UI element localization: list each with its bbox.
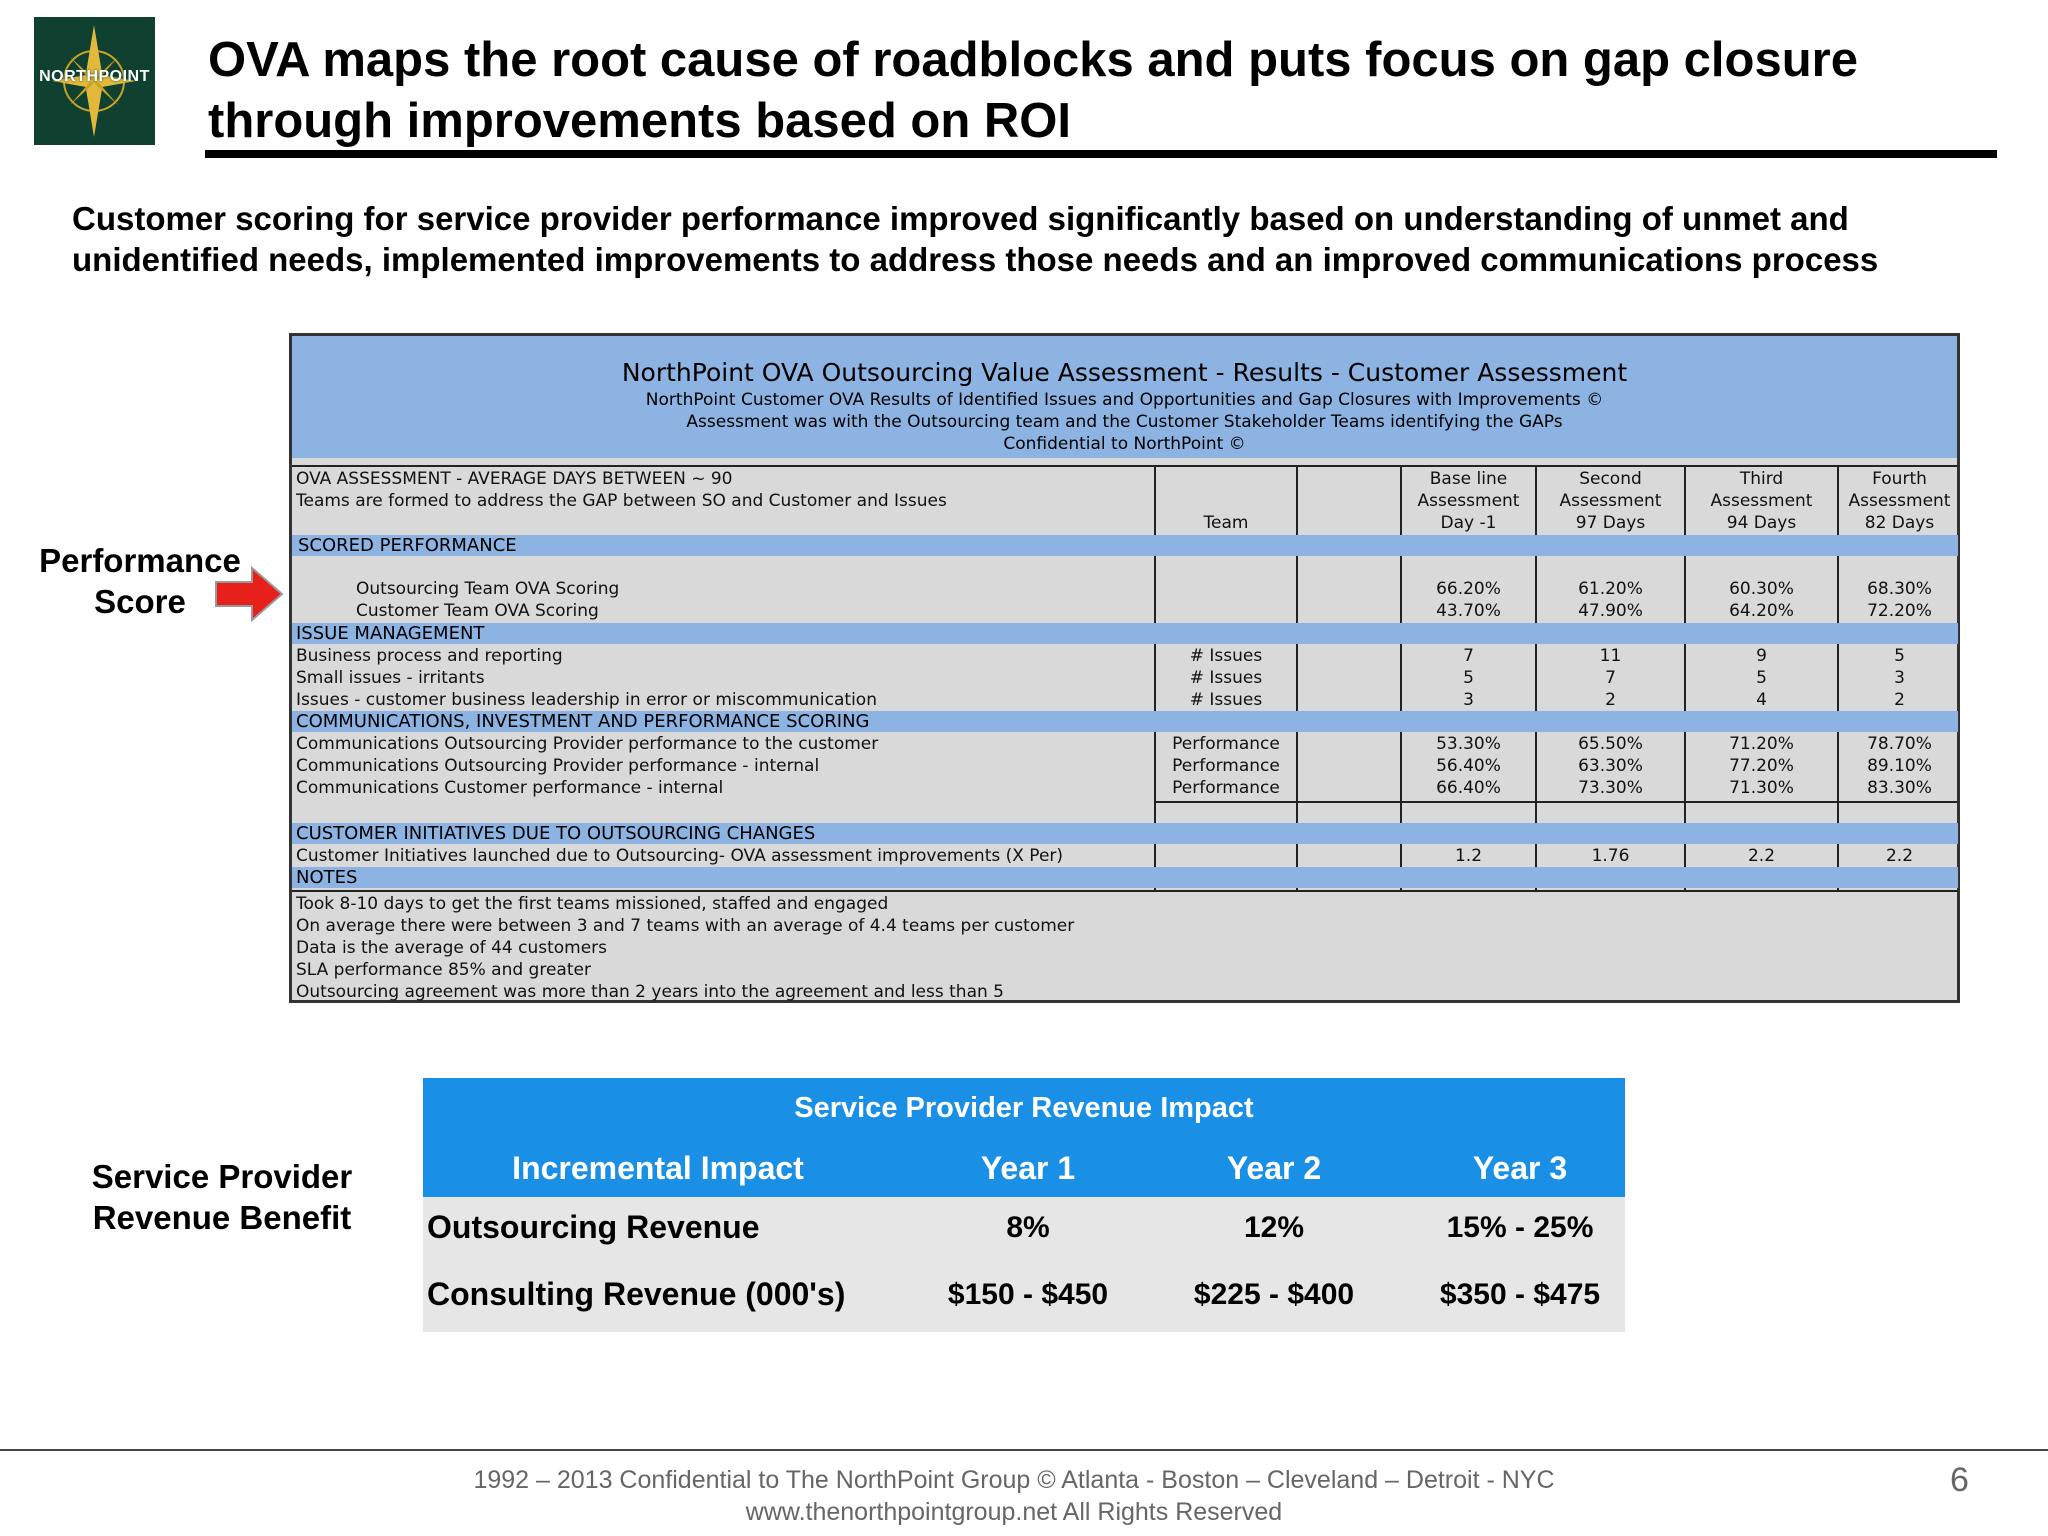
cell-value: 72.20% (1867, 601, 1932, 621)
cell-value: 61.20% (1578, 579, 1643, 599)
row-label: Business process and reporting (296, 646, 563, 666)
row-label: Outsourcing Revenue (427, 1209, 760, 1245)
footer-copyright: 1992 – 2013 Confidential to The NorthPoint Group © Atlanta - Boston – Cleveland – Detroit - NYC (473, 1466, 1555, 1494)
column-header: Fourth (1872, 469, 1927, 489)
cell-value: 3 (1894, 668, 1905, 688)
revenue-table-header (423, 1078, 1625, 1197)
team-cell: Performance (1172, 734, 1280, 754)
note-line: On average there were between 3 and 7 teams with an average of 4.4 teams per customer (296, 916, 1075, 936)
cell-value: 43.70% (1436, 601, 1501, 621)
cell-value: 15% - 25% (1446, 1211, 1594, 1244)
assessment-title: NorthPoint OVA Outsourcing Value Assessment - Results - Customer Assessment (621, 358, 1628, 387)
divider (292, 465, 1958, 467)
column-header: Year 1 (980, 1150, 1076, 1186)
cell-value: 7 (1463, 646, 1474, 666)
cell-value: 9 (1756, 646, 1767, 666)
team-cell: Performance (1172, 756, 1280, 776)
cell-value: 11 (1599, 646, 1622, 666)
note-line: Outsourcing agreement was more than 2 years into the agreement and less than 5 (296, 982, 1004, 1002)
cell-value: 53.30% (1436, 734, 1501, 754)
column-header: Second (1579, 469, 1642, 489)
cell-value: $150 - $450 (947, 1278, 1109, 1311)
cell-value: 83.30% (1867, 778, 1932, 798)
cell-value: 60.30% (1729, 579, 1794, 599)
cell-value: 2.2 (1885, 846, 1914, 866)
column-header: Year 2 (1226, 1150, 1322, 1186)
cell-value: 64.20% (1729, 601, 1794, 621)
cell-value: 5 (1756, 668, 1767, 688)
section-title: COMMUNICATIONS, INVESTMENT AND PERFORMANCE SCORING (296, 711, 870, 732)
cell-value: 4 (1756, 690, 1767, 710)
team-cell: # Issues (1189, 668, 1263, 688)
section-title: ISSUE MANAGEMENT (296, 623, 485, 644)
assessment-subtitle-line: NorthPoint Customer OVA Results of Identified Issues and Opportunities and Gap Closures with Improvements © (645, 390, 1604, 410)
cell-value: 68.30% (1867, 579, 1932, 599)
cell-value: $350 - $475 (1439, 1278, 1601, 1311)
page-subtitle: Customer scoring for service provider performance improved significantly based on understanding of unmet and unidentified needs, implemented improvements to address those needs and an improved communications process (72, 200, 1879, 278)
team-cell: Performance (1172, 778, 1280, 798)
cell-value: 1.2 (1454, 846, 1483, 866)
cell-value: 12% (1243, 1211, 1305, 1244)
assessment-table (289, 333, 1960, 1003)
intro-line: Teams are formed to address the GAP between SO and Customer and Issues (296, 491, 947, 511)
assessment-subtitle (292, 389, 1957, 455)
assessment-subtitle-line: Assessment was with the Outsourcing team and the Customer Stakeholder Teams identifying the GAPs (686, 412, 1563, 432)
row-label: Issues - customer business leadership in error or miscommunication (296, 690, 877, 710)
column-header: Base line (1429, 469, 1508, 489)
cell-value: 71.20% (1729, 734, 1794, 754)
cell-value: 8% (1006, 1211, 1050, 1244)
row-label: Small issues - irritants (296, 668, 485, 688)
column-header: Assessment (1848, 491, 1951, 511)
page-number: 6 (1950, 1461, 1969, 1499)
assessment-header (292, 336, 1957, 458)
section-title: NOTES (296, 867, 358, 888)
note-line: SLA performance 85% and greater (296, 960, 591, 980)
cell-value: 5 (1463, 668, 1474, 688)
cell-value: 3 (1463, 690, 1474, 710)
section-band (292, 623, 1958, 644)
row-label: Communications Outsourcing Provider performance to the customer (296, 734, 879, 754)
cell-value: 2 (1894, 690, 1905, 710)
section-band (292, 867, 1958, 888)
cell-value: 66.20% (1436, 579, 1501, 599)
divider (1154, 801, 1958, 803)
note-line: Data is the average of 44 customers (296, 938, 608, 958)
cell-value: 66.40% (1436, 778, 1501, 798)
column-header: Day -1 (1440, 513, 1497, 533)
column-header: Incremental Impact (512, 1150, 804, 1186)
cell-value: 5 (1894, 646, 1905, 666)
right-arrow-icon (214, 566, 284, 622)
column-header: Year 3 (1472, 1150, 1568, 1186)
section-title: SCORED PERFORMANCE (298, 535, 517, 556)
column-header: Assessment (1417, 491, 1520, 511)
team-column-header: Team (1203, 513, 1249, 533)
cell-value: 71.30% (1729, 778, 1794, 798)
cell-value: 65.50% (1578, 734, 1643, 754)
column-header: 97 Days (1575, 513, 1646, 533)
revenue-table-caption: Service Provider Revenue Impact (794, 1092, 1254, 1124)
row-label: Communications Customer performance - internal (296, 778, 724, 798)
column-header: Assessment (1710, 491, 1813, 511)
section-band (292, 535, 1958, 556)
cell-value: $225 - $400 (1193, 1278, 1355, 1311)
column-header: 82 Days (1864, 513, 1935, 533)
team-cell: # Issues (1189, 690, 1263, 710)
footer-website: www.thenorthpointgroup.net All Rights Reserved (745, 1498, 1283, 1526)
title-underline (205, 150, 1997, 158)
team-cell: # Issues (1189, 646, 1263, 666)
cell-value: 73.30% (1578, 778, 1643, 798)
cell-value: 47.90% (1578, 601, 1643, 621)
footer-divider (0, 1449, 2048, 1451)
cell-value: 89.10% (1867, 756, 1932, 776)
revenue-impact-table (423, 1078, 1625, 1332)
page-title: OVA maps the root cause of roadblocks and puts focus on gap closure through improvements based on ROI (208, 33, 1858, 148)
revenue-benefit-label: Service Provider Revenue Benefit (91, 1158, 353, 1236)
row-label: Outsourcing Team OVA Scoring (356, 579, 620, 599)
cell-value: 2 (1605, 690, 1616, 710)
assessment-subtitle-line: Confidential to NorthPoint © (1003, 434, 1246, 454)
cell-value: 2.2 (1747, 846, 1776, 866)
column-header: Third (1739, 469, 1784, 489)
northpoint-logo (34, 17, 155, 145)
row-label: Customer Initiatives launched due to Outsourcing- OVA assessment improvements (X Per) (296, 846, 1064, 866)
performance-score-label: Performance Score (39, 542, 241, 620)
row-label: Customer Team OVA Scoring (356, 601, 599, 621)
column-header: 94 Days (1726, 513, 1797, 533)
cell-value: 1.76 (1591, 846, 1630, 866)
intro-line: OVA ASSESSMENT - AVERAGE DAYS BETWEEN ~ 90 (296, 469, 733, 489)
row-label: Communications Outsourcing Provider performance - internal (296, 756, 820, 776)
note-line: Took 8-10 days to get the first teams missioned, staffed and engaged (296, 894, 889, 914)
section-title: CUSTOMER INITIATIVES DUE TO OUTSOURCING CHANGES (296, 823, 816, 844)
cell-value: 77.20% (1729, 756, 1794, 776)
column-header: Assessment (1559, 491, 1662, 511)
cell-value: 7 (1605, 668, 1616, 688)
divider (292, 890, 1958, 892)
cell-value: 56.40% (1436, 756, 1501, 776)
logo-text: NORTHPOINT (39, 68, 150, 85)
cell-value: 78.70% (1867, 734, 1932, 754)
row-label: Consulting Revenue (000's) (427, 1276, 846, 1312)
cell-value: 63.30% (1578, 756, 1643, 776)
